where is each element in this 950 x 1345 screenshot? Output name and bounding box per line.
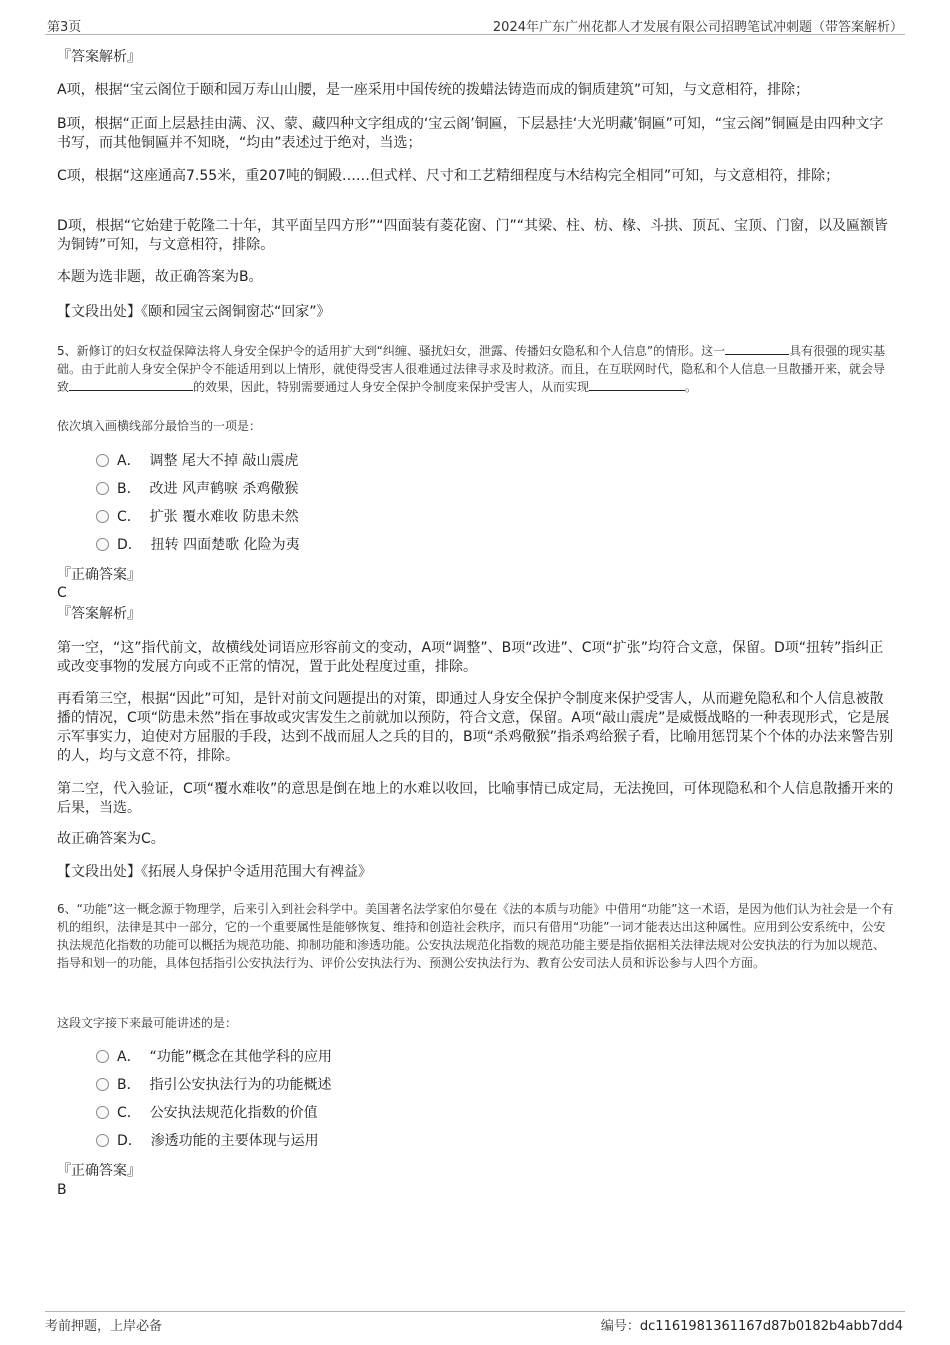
correct-answer-label: 『正确答案』 [57, 567, 141, 583]
question-5-stem: 5、新修订的妇女权益保障法将人身安全保护令的适用扩大到“纠缠、骚扰妇女，泄露、传播妇女隐私和个人信息”的情形。这一 具有很强的现实基础。由于此前人身安全保护令不能适用到以上情形，就使得受害人很难通过法律寻求及时救济。而且，在互联网时代，隐私和个人信息一旦散播开来，就会导致 的效果，因此，特别需要通过人身安全保护令制度来保护受害人，从而实现 。 [57, 344, 886, 394]
analysis-para-a: A项，根据“宝云阁位于颐和园万寿山山腰，是一座采用中国传统的拨蜡法铸造而成的铜质建筑”可知，与文意相符，排除； [57, 82, 810, 98]
q5-option-d[interactable]: D． 扭转 四面楚歌 化险为夷 [96, 535, 300, 555]
correct-answer: C [57, 585, 67, 601]
answer-analysis-label: 『答案解析』 [57, 49, 141, 65]
footer-id: 编号：dc1161981361167d87b0182b4abb7dd4 [600, 1319, 903, 1334]
radio-icon[interactable] [96, 1106, 109, 1119]
document-title: 2024年广东广州花都人才发展有限公司招聘笔试冲刺题（带答案解析） [492, 20, 903, 35]
q5-analysis-2: 再看第三空，根据“因此”可知，是针对前文问题提出的对策，即通过人身安全保护令制度来保护受害人，从而避免隐私和个人信息被散播的情况，C项“防患未然”指在事故或灾害发生之前就加以预防，符合文意，保留。A项“敲山震虎”是威慑战略的一种表现形式，它是展示军事实力，迫使对方屈服的手段，达到不战而屈人之兵的目的，B项“杀鸡儆猴”指杀鸡给猴子看，比喻用惩罚某个个体的办法来警告别的人，均与文意不符，排除。 [57, 691, 894, 764]
q6-option-d[interactable]: D． 渗透功能的主要体现与运用 [96, 1131, 319, 1151]
blank-2 [69, 378, 193, 391]
radio-icon[interactable] [96, 1050, 109, 1063]
q6-option-b[interactable]: B． 指引公安执法行为的功能概述 [96, 1075, 332, 1095]
q6-option-a[interactable]: A． “功能”概念在其他学科的应用 [96, 1047, 332, 1067]
document-code: dc1161981361167d87b0182b4abb7dd4 [639, 1319, 903, 1334]
radio-icon[interactable] [96, 510, 109, 523]
analysis-para-b: B项，根据“正面上层悬挂由满、汉、蒙、藏四种文字组成的‘宝云阁’铜匾，下层悬挂‘大光明藏’铜匾”可知，“宝云阁”铜匾是由四种文字书写，而其他铜匾并不知晓，“均由”表述过于绝对，当选； [57, 116, 884, 151]
passage-source: 【文段出处】《拓展人身保护令适用范围大有裨益》 [57, 864, 372, 880]
correct-answer: B [57, 1182, 67, 1198]
analysis-para-d: D项，根据“它始建于乾隆二十年，其平面呈四方形”“四面装有菱花窗、门”“其梁、柱、枋、椽、斗拱、顶瓦、宝顶、门窗，以及匾额皆为铜铸”可知，与文意相符，排除。 [57, 218, 889, 253]
analysis-conclusion: 本题为选非题，故正确答案为B。 [57, 269, 263, 285]
radio-icon[interactable] [96, 482, 109, 495]
q5-conclusion: 故正确答案为C。 [57, 831, 165, 847]
passage-source: 【文段出处】《颐和园宝云阁铜窗芯“回家”》 [57, 304, 331, 320]
radio-icon[interactable] [96, 1134, 109, 1147]
question-5-prompt: 依次填入画横线部分最恰当的一项是： [57, 419, 262, 433]
correct-answer-label: 『正确答案』 [57, 1163, 141, 1179]
radio-icon[interactable] [96, 538, 109, 551]
q5-option-a[interactable]: A． 调整 尾大不掉 敲山震虎 [96, 451, 298, 471]
radio-icon[interactable] [96, 1078, 109, 1091]
q5-option-c[interactable]: C． 扩张 覆水难收 防患未然 [96, 507, 299, 527]
radio-icon[interactable] [96, 454, 109, 467]
answer-analysis-label: 『答案解析』 [57, 606, 141, 622]
question-6-stem: 6、“功能”这一概念源于物理学，后来引入到社会科学中。美国著名法学家伯尔曼在《法的本质与功能》中借用“功能”这一术语，是因为他们认为社会是一个有机的组织，法律是其中一部分，它的一个重要属性是能够恢复、维持和创造社会秩序，而只有借用“功能”一词才能表达出这种属性。应用到公安系统中，公安执法规范化指数的功能可以概括为规范功能、抑制功能和渗透功能。公安执法规范化指数的规范功能主要是指依据相关法律法规对公安执法的行为加以规范、指导和划一的功能，具体包括指引公安执法行为、评价公安执法行为、预测公安执法行为、教育公安司法人员和诉讼参与人四个方面。 [57, 902, 894, 970]
page-header [45, 14, 905, 35]
footer-slogan: 考前押题，上岸必备 [45, 1319, 163, 1334]
q5-option-b[interactable]: B． 改进 风声鹤唳 杀鸡儆猴 [96, 479, 298, 499]
page-number: 第3页 [47, 20, 82, 35]
q5-analysis-3: 第二空，代入验证，C项“覆水难收”的意思是倒在地上的水难以收回，比喻事情已成定局，无法挽回，可体现隐私和个人信息散播开来的后果，当选。 [57, 781, 894, 816]
blank-3 [589, 378, 685, 391]
q5-analysis-1: 第一空，“这”指代前文，故横线处词语应形容前文的变动，A项“调整”、B项“改进”、C项“扩张”均符合文意，保留。D项“扭转”指纠正或改变事物的发展方向或不正常的情况，置于此处程度过重，排除。 [57, 640, 884, 675]
page-footer [45, 1311, 905, 1336]
blank-1 [725, 342, 789, 355]
question-6-prompt: 这段文字接下来最可能讲述的是： [57, 1016, 238, 1030]
analysis-para-c: C项，根据“这座通高7.55米，重207吨的铜殿……但式样、尺寸和工艺精细程度与木结构完全相同”可知，与文意相符，排除； [57, 168, 840, 184]
q6-option-c[interactable]: C． 公安执法规范化指数的价值 [96, 1103, 318, 1123]
